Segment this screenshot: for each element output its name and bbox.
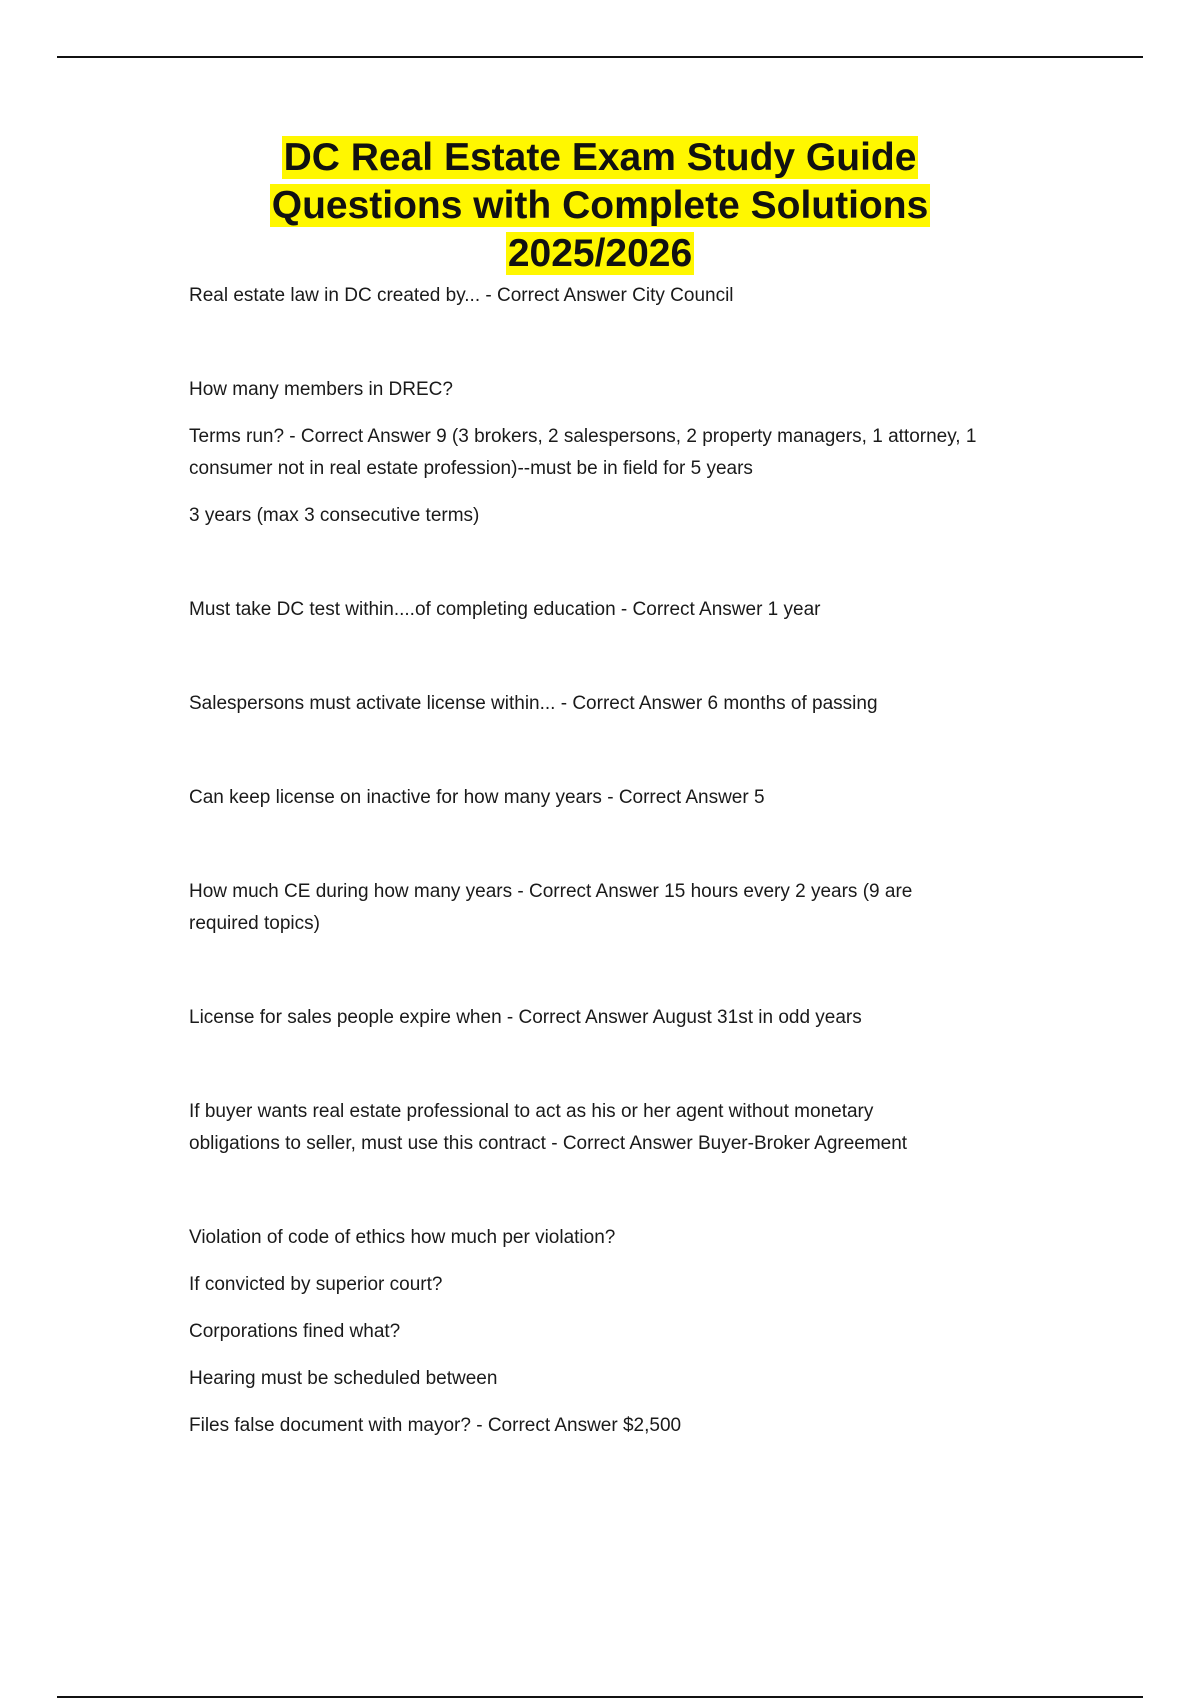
qa-line: Hearing must be scheduled between [189, 1368, 498, 1389]
header-rule [57, 56, 1143, 58]
qa-line: If buyer wants real estate professional to act as his or her agent without monetary [189, 1101, 874, 1122]
qa-line: required topics) [189, 913, 320, 934]
qa-line: Terms run? - Correct Answer 9 (3 brokers, 2 salespersons, 2 property managers, 1 attorney, 1 [189, 426, 977, 447]
qa-line: Files false document with mayor? - Correct Answer $2,500 [189, 1415, 682, 1436]
qa-line: Can keep license on inactive for how many years - Correct Answer 5 [189, 787, 765, 808]
document-body [189, 280, 1069, 1442]
qa-line: 3 years (max 3 consecutive terms) [189, 505, 480, 526]
title-block [0, 134, 1200, 278]
qa-line: Must take DC test within....of completing education - Correct Answer 1 year [189, 599, 821, 620]
qa-line: How many members in DREC? [189, 379, 453, 400]
footer-rule [57, 1696, 1143, 1698]
qa-line: consumer not in real estate profession)--must be in field for 5 years [189, 458, 753, 479]
qa-line: If convicted by superior court? [189, 1274, 443, 1295]
qa-line: Violation of code of ethics how much per violation? [189, 1227, 616, 1248]
qa-line: How much CE during how many years - Correct Answer 15 hours every 2 years (9 are [189, 881, 913, 902]
qa-line: Salespersons must activate license within... - Correct Answer 6 months of passing [189, 693, 878, 714]
qa-line: obligations to seller, must use this contract - Correct Answer Buyer-Broker Agreement [189, 1133, 908, 1154]
document-title: DC Real Estate Exam Study Guide Questions with Complete Solutions 2025/2026 [271, 136, 929, 275]
qa-line: License for sales people expire when - Correct Answer August 31st in odd years [189, 1007, 862, 1028]
qa-line: Corporations fined what? [189, 1321, 401, 1342]
qa-line: Real estate law in DC created by... - Correct Answer City Council [189, 285, 734, 306]
